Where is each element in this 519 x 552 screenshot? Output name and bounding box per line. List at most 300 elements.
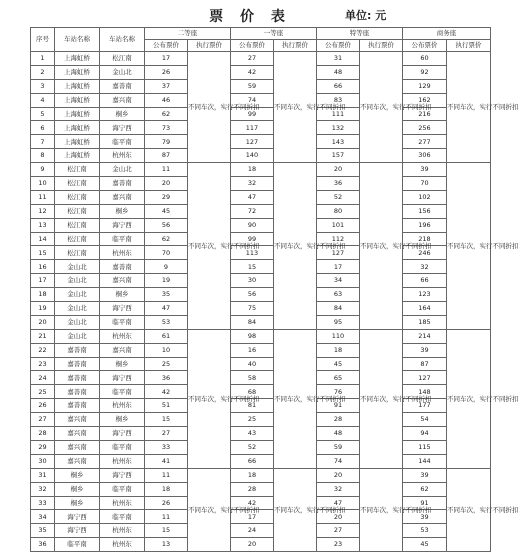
first-class-published-price-cell: 66	[231, 454, 274, 468]
from-station-cell: 上海虹桥	[55, 107, 100, 121]
seq-cell: 15	[31, 246, 55, 260]
seq-cell: 4	[31, 93, 55, 107]
business-class-published-price-cell: 127	[403, 371, 447, 385]
from-station-cell: 上海虹桥	[55, 52, 100, 66]
seq-cell: 6	[31, 121, 55, 135]
premium-class-published-price-cell: 157	[317, 149, 360, 163]
to-station-cell: 嘉善南	[100, 177, 145, 191]
from-station-cell: 金山北	[55, 274, 100, 288]
from-station-cell: 松江南	[55, 163, 100, 177]
from-station-cell: 嘉兴南	[55, 454, 100, 468]
business-class-published-price-cell: 177	[403, 399, 447, 413]
second-class-published-price-cell: 45	[145, 204, 188, 218]
from-station-cell: 海宁西	[55, 510, 100, 524]
seq-cell: 23	[31, 357, 55, 371]
premium-class-published-price-cell: 83	[317, 93, 360, 107]
second-class-published-price-cell: 70	[145, 246, 188, 260]
table-row	[31, 329, 491, 343]
seq-cell: 24	[31, 371, 55, 385]
to-station-cell: 海宁西	[100, 121, 145, 135]
to-station-cell: 海宁西	[100, 427, 145, 441]
second-class-published-price-cell: 47	[145, 302, 188, 316]
seq-cell: 7	[31, 135, 55, 149]
premium-class-published-price-cell: 20	[317, 468, 360, 482]
to-station-cell: 嘉兴南	[100, 274, 145, 288]
seq-cell: 30	[31, 454, 55, 468]
table-row	[31, 357, 491, 371]
first-class-actual-price-note: 不同车次，实行不同折扣	[274, 468, 317, 551]
second-class-published-price-cell: 36	[145, 371, 188, 385]
from-station-cell: 松江南	[55, 218, 100, 232]
first-class-actual-price-note: 不同车次，实行不同折扣	[274, 52, 317, 163]
header-to-station: 车站名称	[100, 28, 145, 52]
seq-cell: 17	[31, 274, 55, 288]
seq-cell: 10	[31, 177, 55, 191]
seq-cell: 12	[31, 204, 55, 218]
table-row	[31, 371, 491, 385]
first-class-published-price-cell: 18	[231, 468, 274, 482]
to-station-cell: 临平南	[100, 440, 145, 454]
seq-cell: 29	[31, 440, 55, 454]
from-station-cell: 桐乡	[55, 468, 100, 482]
business-class-published-price-cell: 92	[403, 65, 447, 79]
from-station-cell: 嘉善南	[55, 357, 100, 371]
first-class-published-price-cell: 27	[231, 52, 274, 66]
to-station-cell: 临平南	[100, 510, 145, 524]
business-class-published-price-cell: 277	[403, 135, 447, 149]
second-class-published-price-cell: 26	[145, 496, 188, 510]
premium-class-actual-price-note: 不同车次，实行不同折扣	[360, 329, 403, 468]
from-station-cell: 嘉善南	[55, 343, 100, 357]
to-station-cell: 临平南	[100, 232, 145, 246]
premium-class-published-price-cell: 47	[317, 496, 360, 510]
from-station-cell: 松江南	[55, 232, 100, 246]
table-row	[31, 482, 491, 496]
first-class-published-price-cell: 98	[231, 329, 274, 343]
table-row	[31, 218, 491, 232]
first-class-published-price-cell: 99	[231, 107, 274, 121]
seq-cell: 20	[31, 315, 55, 329]
seq-cell: 3	[31, 79, 55, 93]
table-row	[31, 246, 491, 260]
business-class-published-price-cell: 246	[403, 246, 447, 260]
from-station-cell: 金山北	[55, 302, 100, 316]
business-class-published-price-cell: 53	[403, 524, 447, 538]
table-row	[31, 427, 491, 441]
subheader-published-price: 公布票价	[403, 40, 447, 52]
from-station-cell: 上海虹桥	[55, 149, 100, 163]
business-class-actual-price-note: 不同车次，实行不同折扣	[447, 163, 491, 330]
table-row	[31, 190, 491, 204]
table-row	[31, 65, 491, 79]
business-class-published-price-cell: 39	[403, 510, 447, 524]
premium-class-published-price-cell: 34	[317, 274, 360, 288]
premium-class-published-price-cell: 17	[317, 260, 360, 274]
first-class-published-price-cell: 40	[231, 357, 274, 371]
business-class-published-price-cell: 102	[403, 190, 447, 204]
second-class-published-price-cell: 41	[145, 454, 188, 468]
table-row	[31, 302, 491, 316]
premium-class-published-price-cell: 63	[317, 288, 360, 302]
from-station-cell: 嘉兴南	[55, 427, 100, 441]
from-station-cell: 海宁西	[55, 524, 100, 538]
first-class-actual-price-note: 不同车次，实行不同折扣	[274, 329, 317, 468]
first-class-published-price-cell: 24	[231, 524, 274, 538]
business-class-published-price-cell: 39	[403, 468, 447, 482]
table-row	[31, 413, 491, 427]
premium-class-published-price-cell: 111	[317, 107, 360, 121]
to-station-cell: 海宁西	[100, 302, 145, 316]
second-class-published-price-cell: 17	[145, 52, 188, 66]
from-station-cell: 嘉兴南	[55, 440, 100, 454]
seq-cell: 26	[31, 399, 55, 413]
second-class-published-price-cell: 33	[145, 440, 188, 454]
table-row	[31, 274, 491, 288]
seq-cell: 33	[31, 496, 55, 510]
seq-cell: 5	[31, 107, 55, 121]
from-station-cell: 临平南	[55, 538, 100, 552]
to-station-cell: 桐乡	[100, 288, 145, 302]
to-station-cell: 杭州东	[100, 538, 145, 552]
from-station-cell: 上海虹桥	[55, 93, 100, 107]
premium-class-published-price-cell: 23	[317, 538, 360, 552]
second-class-published-price-cell: 42	[145, 385, 188, 399]
second-class-published-price-cell: 37	[145, 79, 188, 93]
first-class-published-price-cell: 75	[231, 302, 274, 316]
business-class-published-price-cell: 60	[403, 52, 447, 66]
subheader-actual-price: 执行票价	[188, 40, 231, 52]
table-row	[31, 538, 491, 552]
table-row	[31, 399, 491, 413]
second-class-published-price-cell: 10	[145, 343, 188, 357]
unit-label: 单位: 元	[345, 9, 387, 22]
from-station-cell: 松江南	[55, 246, 100, 260]
to-station-cell: 桐乡	[100, 204, 145, 218]
from-station-cell: 桐乡	[55, 496, 100, 510]
second-class-published-price-cell: 73	[145, 121, 188, 135]
first-class-published-price-cell: 18	[231, 163, 274, 177]
business-class-published-price-cell: 94	[403, 427, 447, 441]
page-title: 票 价 表	[209, 9, 291, 25]
business-class-published-price-cell: 256	[403, 121, 447, 135]
table-row	[31, 121, 491, 135]
seq-cell: 14	[31, 232, 55, 246]
premium-class-actual-price-note: 不同车次，实行不同折扣	[360, 52, 403, 163]
to-station-cell: 桐乡	[100, 413, 145, 427]
first-class-published-price-cell: 16	[231, 343, 274, 357]
to-station-cell: 杭州东	[100, 524, 145, 538]
table-row	[31, 177, 491, 191]
second-class-published-price-cell: 18	[145, 482, 188, 496]
premium-class-actual-price-note: 不同车次，实行不同折扣	[360, 163, 403, 330]
seq-cell: 27	[31, 413, 55, 427]
business-class-published-price-cell: 45	[403, 538, 447, 552]
to-station-cell: 临平南	[100, 135, 145, 149]
first-class-actual-price-note: 不同车次，实行不同折扣	[274, 163, 317, 330]
seq-cell: 9	[31, 163, 55, 177]
subheader-actual-price: 执行票价	[360, 40, 403, 52]
table-row	[31, 260, 491, 274]
to-station-cell: 杭州东	[100, 454, 145, 468]
header-from-station: 车站名称	[55, 28, 100, 52]
header-seq: 序号	[31, 28, 55, 52]
premium-class-published-price-cell: 52	[317, 190, 360, 204]
seq-cell: 13	[31, 218, 55, 232]
business-class-published-price-cell: 216	[403, 107, 447, 121]
table-row	[31, 468, 491, 482]
second-class-published-price-cell: 11	[145, 510, 188, 524]
from-station-cell: 金山北	[55, 329, 100, 343]
first-class-published-price-cell: 68	[231, 385, 274, 399]
premium-class-published-price-cell: 18	[317, 343, 360, 357]
second-class-published-price-cell: 20	[145, 177, 188, 191]
second-class-published-price-cell: 13	[145, 538, 188, 552]
to-station-cell: 杭州东	[100, 399, 145, 413]
table-row	[31, 135, 491, 149]
seq-cell: 21	[31, 329, 55, 343]
business-class-published-price-cell: 306	[403, 149, 447, 163]
subheader-published-price: 公布票价	[231, 40, 274, 52]
business-class-published-price-cell: 214	[403, 329, 447, 343]
to-station-cell: 嘉兴南	[100, 343, 145, 357]
from-station-cell: 松江南	[55, 177, 100, 191]
seq-cell: 16	[31, 260, 55, 274]
second-class-published-price-cell: 29	[145, 190, 188, 204]
first-class-published-price-cell: 47	[231, 190, 274, 204]
to-station-cell: 临平南	[100, 385, 145, 399]
business-class-actual-price-note: 不同车次，实行不同折扣	[447, 468, 491, 551]
from-station-cell: 上海虹桥	[55, 65, 100, 79]
premium-class-published-price-cell: 143	[317, 135, 360, 149]
header-class-business: 商务座	[403, 28, 491, 40]
table-row	[31, 524, 491, 538]
business-class-published-price-cell: 54	[403, 413, 447, 427]
to-station-cell: 杭州东	[100, 149, 145, 163]
premium-class-published-price-cell: 132	[317, 121, 360, 135]
premium-class-published-price-cell: 80	[317, 204, 360, 218]
premium-class-published-price-cell: 27	[317, 524, 360, 538]
business-class-published-price-cell: 70	[403, 177, 447, 191]
seq-cell: 34	[31, 510, 55, 524]
business-class-published-price-cell: 66	[403, 274, 447, 288]
second-class-published-price-cell: 15	[145, 413, 188, 427]
subheader-published-price: 公布票价	[317, 40, 360, 52]
seq-cell: 32	[31, 482, 55, 496]
fare-table	[30, 27, 519, 552]
second-class-published-price-cell: 62	[145, 107, 188, 121]
business-class-actual-price-note: 不同车次，实行不同折扣	[447, 52, 491, 163]
table-row	[31, 440, 491, 454]
first-class-published-price-cell: 32	[231, 177, 274, 191]
to-station-cell: 嘉善南	[100, 79, 145, 93]
second-class-published-price-cell: 62	[145, 232, 188, 246]
to-station-cell: 嘉善南	[100, 260, 145, 274]
business-class-published-price-cell: 39	[403, 343, 447, 357]
business-class-published-price-cell: 91	[403, 496, 447, 510]
seq-cell: 18	[31, 288, 55, 302]
business-class-published-price-cell: 115	[403, 440, 447, 454]
from-station-cell: 松江南	[55, 204, 100, 218]
second-class-published-price-cell: 35	[145, 288, 188, 302]
first-class-published-price-cell: 42	[231, 496, 274, 510]
table-row	[31, 288, 491, 302]
premium-class-published-price-cell: 20	[317, 163, 360, 177]
business-class-published-price-cell: 218	[403, 232, 447, 246]
to-station-cell: 杭州东	[100, 496, 145, 510]
seq-cell: 25	[31, 385, 55, 399]
subheader-actual-price: 执行票价	[447, 40, 491, 52]
second-class-published-price-cell: 61	[145, 329, 188, 343]
to-station-cell: 金山北	[100, 163, 145, 177]
second-class-published-price-cell: 51	[145, 399, 188, 413]
first-class-published-price-cell: 84	[231, 315, 274, 329]
table-row	[31, 204, 491, 218]
premium-class-published-price-cell: 59	[317, 440, 360, 454]
table-row	[31, 315, 491, 329]
second-class-published-price-cell: 27	[145, 427, 188, 441]
second-class-published-price-cell: 19	[145, 274, 188, 288]
second-class-published-price-cell: 11	[145, 468, 188, 482]
first-class-published-price-cell: 52	[231, 440, 274, 454]
header-class-premium: 特等座	[317, 28, 403, 40]
first-class-published-price-cell: 81	[231, 399, 274, 413]
second-class-published-price-cell: 79	[145, 135, 188, 149]
premium-class-actual-price-note: 不同车次，实行不同折扣	[360, 468, 403, 551]
from-station-cell: 金山北	[55, 288, 100, 302]
premium-class-published-price-cell: 65	[317, 371, 360, 385]
second-class-actual-price-note: 不同车次，实行不同折扣	[188, 468, 231, 551]
business-class-published-price-cell: 148	[403, 385, 447, 399]
premium-class-published-price-cell: 112	[317, 232, 360, 246]
second-class-published-price-cell: 53	[145, 315, 188, 329]
business-class-published-price-cell: 129	[403, 79, 447, 93]
second-class-published-price-cell: 9	[145, 260, 188, 274]
second-class-published-price-cell: 26	[145, 65, 188, 79]
to-station-cell: 海宁西	[100, 468, 145, 482]
business-class-published-price-cell: 156	[403, 204, 447, 218]
from-station-cell: 桐乡	[55, 482, 100, 496]
seq-cell: 35	[31, 524, 55, 538]
premium-class-published-price-cell: 31	[317, 52, 360, 66]
first-class-published-price-cell: 20	[231, 538, 274, 552]
table-row	[31, 79, 491, 93]
first-class-published-price-cell: 43	[231, 427, 274, 441]
second-class-published-price-cell: 56	[145, 218, 188, 232]
first-class-published-price-cell: 140	[231, 149, 274, 163]
first-class-published-price-cell: 28	[231, 482, 274, 496]
first-class-published-price-cell: 99	[231, 232, 274, 246]
seq-cell: 11	[31, 190, 55, 204]
business-class-published-price-cell: 32	[403, 260, 447, 274]
business-class-published-price-cell: 62	[403, 482, 447, 496]
header-class-first: 一等座	[231, 28, 317, 40]
first-class-published-price-cell: 30	[231, 274, 274, 288]
premium-class-published-price-cell: 127	[317, 246, 360, 260]
premium-class-published-price-cell: 66	[317, 79, 360, 93]
first-class-published-price-cell: 113	[231, 246, 274, 260]
premium-class-published-price-cell: 48	[317, 65, 360, 79]
to-station-cell: 桐乡	[100, 357, 145, 371]
to-station-cell: 松江南	[100, 52, 145, 66]
premium-class-published-price-cell: 28	[317, 413, 360, 427]
first-class-published-price-cell: 56	[231, 288, 274, 302]
from-station-cell: 嘉善南	[55, 371, 100, 385]
subheader-published-price: 公布票价	[145, 40, 188, 52]
seq-cell: 19	[31, 302, 55, 316]
business-class-published-price-cell: 87	[403, 357, 447, 371]
first-class-published-price-cell: 74	[231, 93, 274, 107]
table-row	[31, 163, 491, 177]
business-class-actual-price-note: 不同车次，实行不同折扣	[447, 329, 491, 468]
to-station-cell: 临平南	[100, 315, 145, 329]
from-station-cell: 上海虹桥	[55, 79, 100, 93]
seq-cell: 28	[31, 427, 55, 441]
first-class-published-price-cell: 90	[231, 218, 274, 232]
to-station-cell: 杭州东	[100, 246, 145, 260]
second-class-published-price-cell: 46	[145, 93, 188, 107]
from-station-cell: 松江南	[55, 190, 100, 204]
header-class-second: 二等座	[145, 28, 231, 40]
business-class-published-price-cell: 196	[403, 218, 447, 232]
business-class-published-price-cell: 164	[403, 302, 447, 316]
table-row	[31, 52, 491, 66]
to-station-cell: 临平南	[100, 482, 145, 496]
second-class-published-price-cell: 15	[145, 524, 188, 538]
first-class-published-price-cell: 58	[231, 371, 274, 385]
from-station-cell: 嘉兴南	[55, 413, 100, 427]
from-station-cell: 上海虹桥	[55, 121, 100, 135]
seq-cell: 36	[31, 538, 55, 552]
second-class-actual-price-note: 不同车次，实行不同折扣	[188, 329, 231, 468]
premium-class-published-price-cell: 36	[317, 177, 360, 191]
first-class-published-price-cell: 72	[231, 204, 274, 218]
premium-class-published-price-cell: 101	[317, 218, 360, 232]
from-station-cell: 上海虹桥	[55, 135, 100, 149]
premium-class-published-price-cell: 74	[317, 454, 360, 468]
premium-class-published-price-cell: 76	[317, 385, 360, 399]
to-station-cell: 桐乡	[100, 107, 145, 121]
business-class-published-price-cell: 39	[403, 163, 447, 177]
premium-class-published-price-cell: 95	[317, 315, 360, 329]
first-class-published-price-cell: 42	[231, 65, 274, 79]
premium-class-published-price-cell: 110	[317, 329, 360, 343]
from-station-cell: 嘉善南	[55, 385, 100, 399]
second-class-actual-price-note: 不同车次，实行不同折扣	[188, 52, 231, 163]
to-station-cell: 杭州东	[100, 329, 145, 343]
first-class-published-price-cell: 59	[231, 79, 274, 93]
table-row	[31, 454, 491, 468]
first-class-published-price-cell: 127	[231, 135, 274, 149]
seq-cell: 2	[31, 65, 55, 79]
premium-class-published-price-cell: 91	[317, 399, 360, 413]
business-class-published-price-cell: 144	[403, 454, 447, 468]
to-station-cell: 金山北	[100, 65, 145, 79]
from-station-cell: 金山北	[55, 260, 100, 274]
business-class-published-price-cell: 185	[403, 315, 447, 329]
second-class-published-price-cell: 87	[145, 149, 188, 163]
first-class-published-price-cell: 15	[231, 260, 274, 274]
first-class-published-price-cell: 17	[231, 510, 274, 524]
to-station-cell: 嘉兴南	[100, 190, 145, 204]
seq-cell: 8	[31, 149, 55, 163]
to-station-cell: 嘉兴南	[100, 93, 145, 107]
from-station-cell: 嘉善南	[55, 399, 100, 413]
table-row	[31, 149, 491, 163]
second-class-actual-price-note: 不同车次，实行不同折扣	[188, 163, 231, 330]
seq-cell: 22	[31, 343, 55, 357]
premium-class-published-price-cell: 84	[317, 302, 360, 316]
seq-cell: 31	[31, 468, 55, 482]
